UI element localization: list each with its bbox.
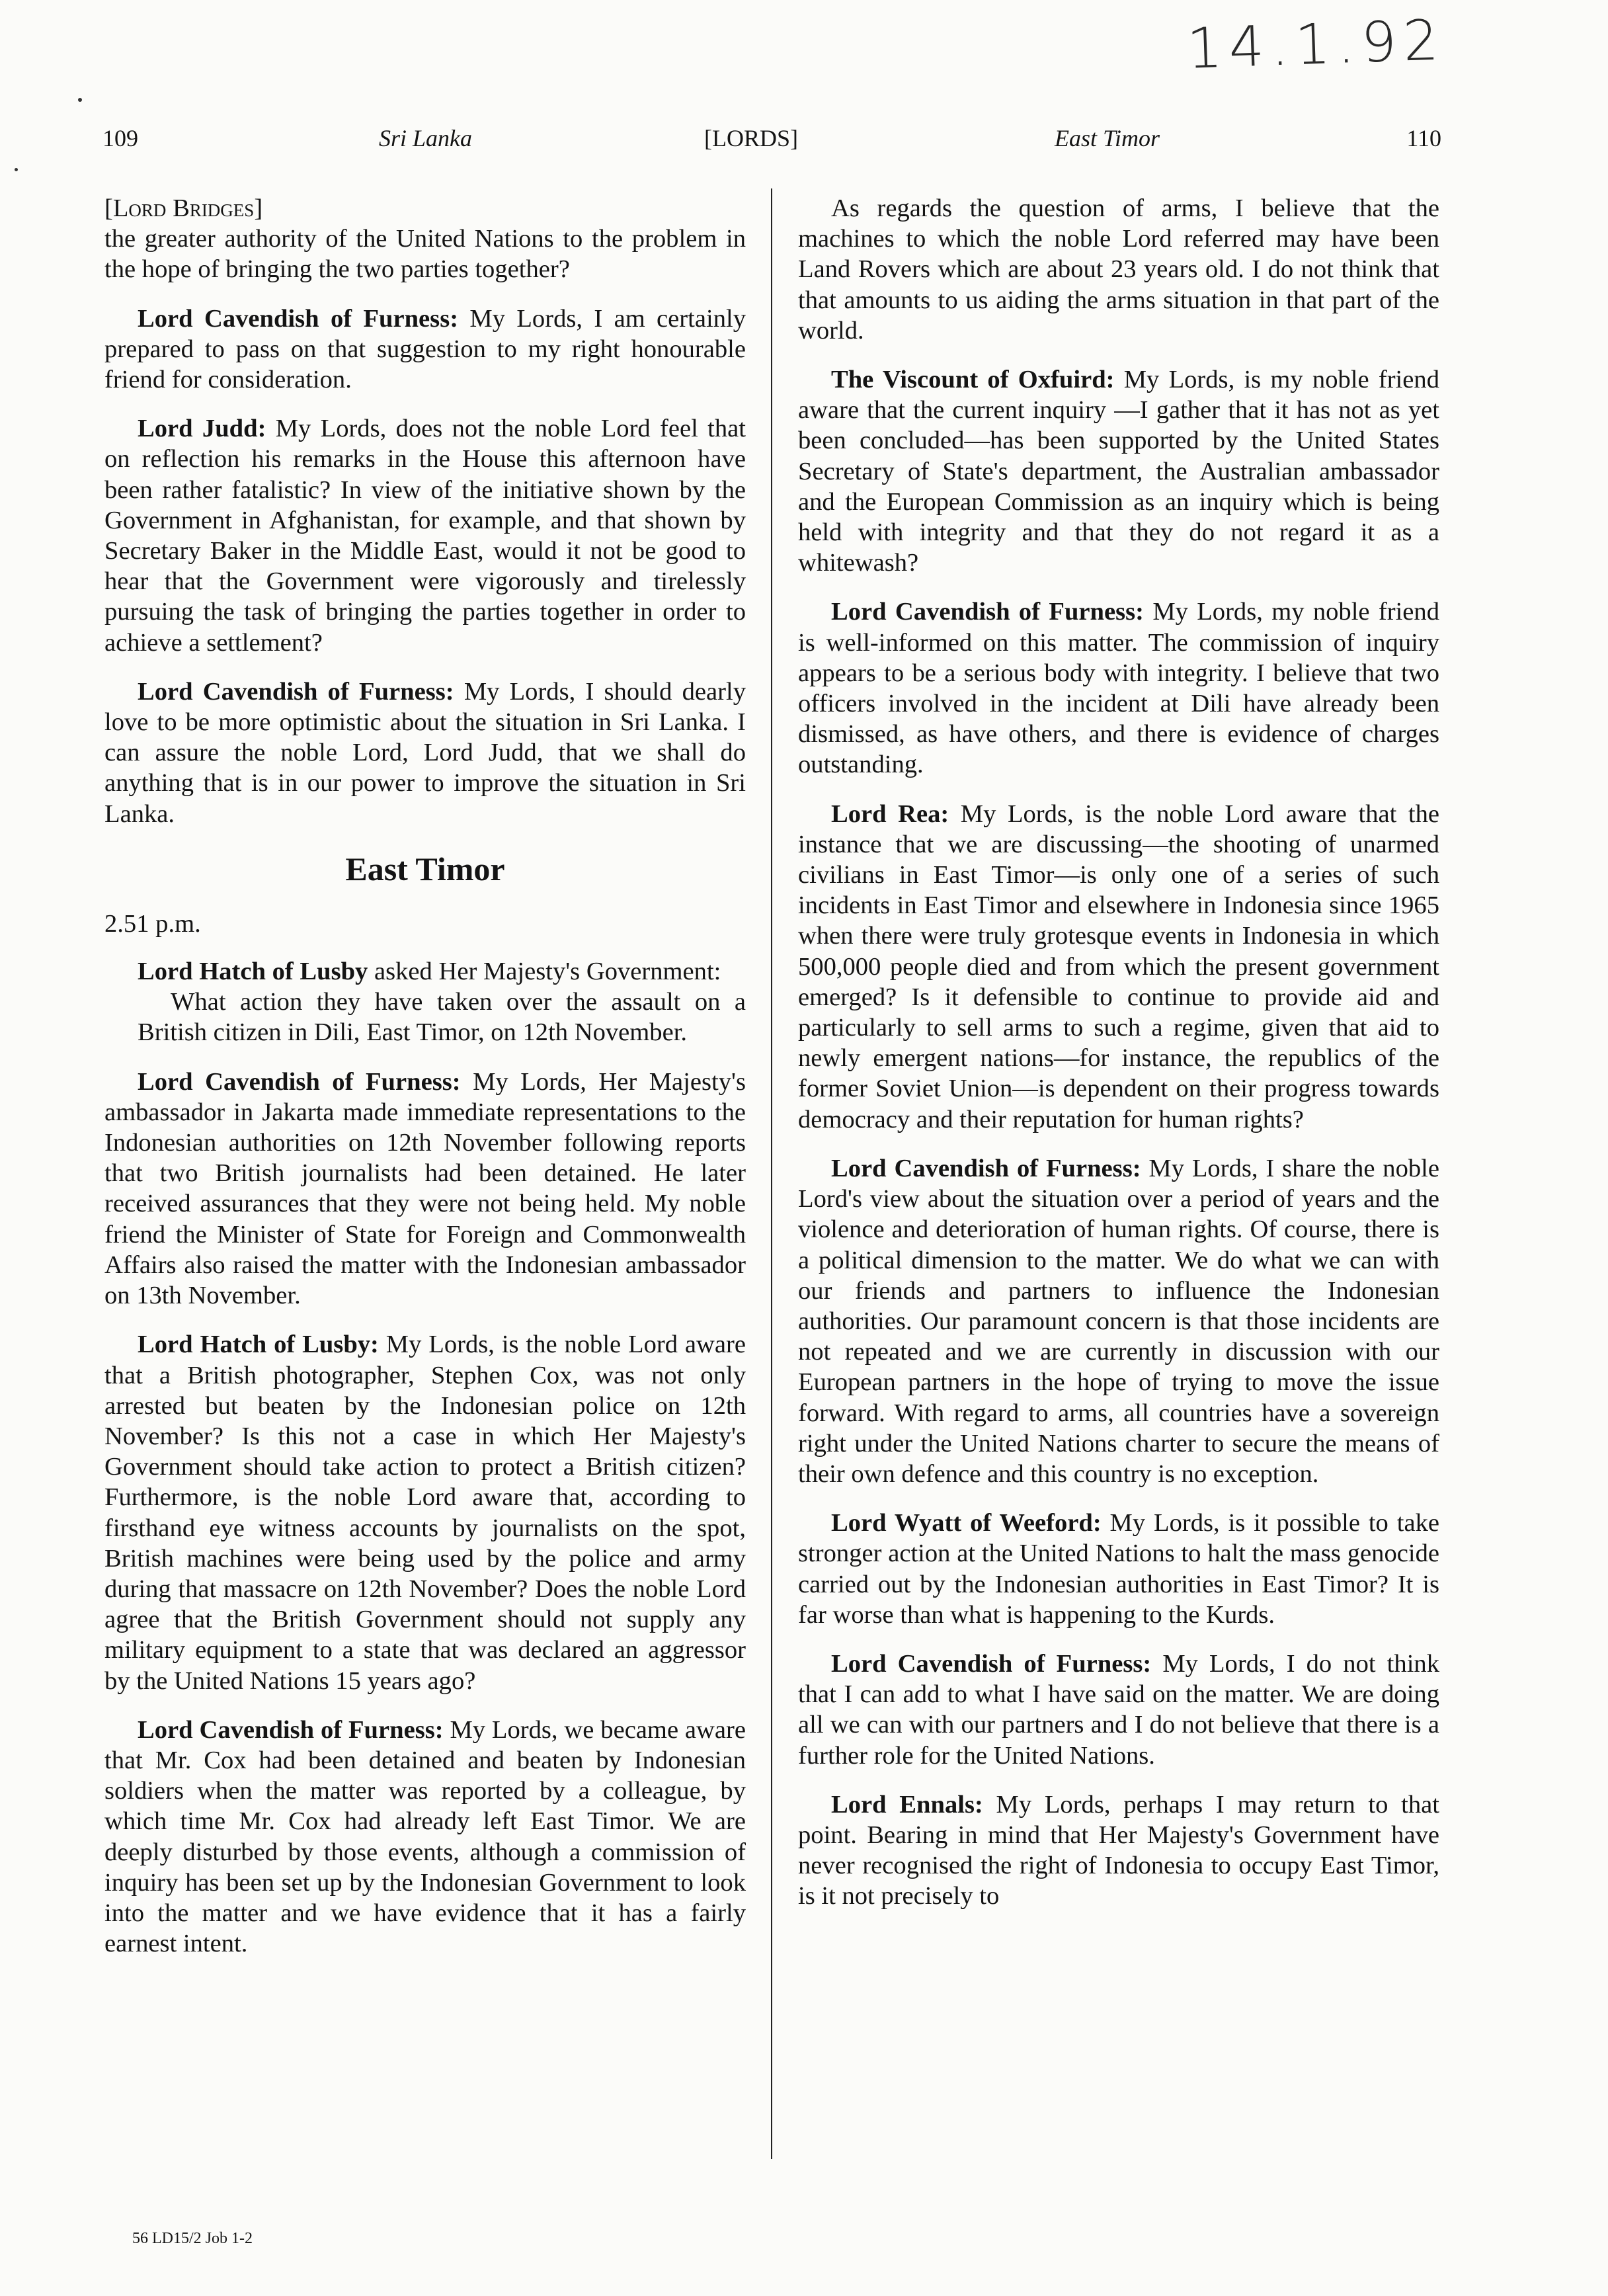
paragraph: As regards the question of arms, I believe that the machines to which the noble Lord referred may have been Land Rovers which are about 23 years old. I do not think that that amounts to us aiding the arms situation in that part of the world.: [798, 194, 1439, 345]
speaker-name: The Viscount of Oxfuird:: [831, 366, 1115, 394]
paragraph-text: My Lords, is the noble Lord aware that a British photographer, Stephen Cox, was not only arrested but beaten by the Indonesian police on 12th November? Is this not a case in which Her Majesty's Government should take action to protect a British citizen? Furthermore, is the noble Lord aware that, according to firsthand eye witness accounts by journalists on the spot, British machines were being used by the police and army during that massacre on 12th November? Does the noble Lord agree that the British Government should not supply any military equipment to a state that was declared an aggressor by the United Nations 15 years ago?: [104, 1331, 746, 1695]
question-text: [104, 987, 746, 1047]
paragraph-text: asked Her Majesty's Government:: [368, 958, 721, 986]
paragraph: [104, 1067, 746, 1311]
speaker-name: Lord Cavendish of Furness:: [831, 1649, 1152, 1678]
paragraph: [798, 1508, 1439, 1630]
paragraph-text: My Lords, does not the noble Lord feel that on reflection his remarks in the House this afternoon have been rather fatalistic? In view of the initiative shown by the Government in Afghanistan, for example, and that shown by Secretary Baker in the Middle East, would it not be good to hear that the Government were vigorously and tirelessly pursuing the task of bringing the parties together in order to achieve a settlement?: [104, 415, 746, 657]
paragraph: [798, 596, 1439, 780]
scan-speck: [78, 98, 82, 102]
paragraph-text: My Lords, perhaps I may return to that point. Bearing in mind that Her Majesty's Government have never recognised the right of Indonesia to occupy East Timor, is it not precisely to: [798, 1790, 1439, 1910]
page-header: [102, 124, 1441, 164]
paragraph: [104, 676, 746, 829]
house-label: [LORDS]: [704, 125, 798, 151]
speaker-name: Lord Hatch of Lusby:: [138, 1331, 379, 1359]
right-running-title: East Timor: [1055, 125, 1160, 151]
paragraph: [798, 1789, 1439, 1912]
speaker-name: Lord Cavendish of Furness:: [138, 1715, 444, 1744]
scan-speck: [15, 168, 18, 171]
paragraph-text: My Lords, my noble friend is well-informed on this matter. The commission of inquiry appears to be a serious body with integrity. I believe that two officers involved in the incident at Dili have already been dismissed, as have others, and there is evidence of charges outstanding.: [798, 598, 1439, 779]
right-page-number: 110: [1406, 125, 1441, 151]
paragraph: [104, 304, 746, 395]
speaker-name: Lord Cavendish of Furness:: [831, 1154, 1141, 1182]
paragraph: [798, 799, 1439, 1135]
column-divider: [771, 188, 772, 2159]
paragraph: [104, 956, 746, 987]
speaker-name: Lord Judd:: [138, 415, 266, 443]
continued-speaker-name: Lord Bridges: [112, 194, 255, 222]
paragraph-text: My Lords, is the noble Lord aware that the instance that we are discussing—the shooting of unarmed civilians in East Timor—is only one of a series of such incidents in East Timor and elsewhere in Indonesia since 1965 when there were truly grotesque events in Indonesia in which 500,000 people died and from which the present government emerged? Is it defensible to continue to provide aid and particularly to sell arms to such a regime, given that aid to newly emergent nations—for instance, the republics of the former Soviet Union—is dependent on their progress towards democracy and their reputation for human rights?: [798, 800, 1439, 1133]
paragraph: [798, 1153, 1439, 1489]
paragraph-text: My Lords, we became aware that Mr. Cox had been detained and beaten by Indonesian soldiers when the matter was reported by a colleague, by which time Mr. Cox had already left East Timor. We are deeply disturbed by those events, although a commission of inquiry has been set up by the Indonesian Government to look into the matter and we have evidence that it has a fairly earnest intent.: [104, 1715, 746, 1958]
speaker-name: Lord Cavendish of Furness:: [138, 677, 454, 706]
paragraph: the greater authority of the United Nations to the problem in the hope of bringing the two parties together?: [104, 225, 746, 284]
speaker-name: Lord Cavendish of Furness:: [138, 304, 459, 333]
speaker-name: Lord Rea:: [831, 800, 949, 828]
left-column: [104, 193, 746, 1977]
paragraph: [104, 1715, 746, 1959]
right-column: [798, 193, 1439, 1930]
paragraph-text: My Lords, is it possible to take stronger action at the United Nations to halt the mass genocide carried out by the Indonesian authorities in East Timor? It is far worse than what is happening to the Kurds.: [798, 1509, 1439, 1629]
paragraph-text: My Lords, is my noble friend aware that the current inquiry —I gather that it has not as yet been concluded—has been supported by the United States Secretary of State's department, the Australian ambassador and the European Commission as an inquiry which is being held with integrity and that they do not regard it as a whitewash?: [798, 366, 1439, 577]
continued-speaker: [Lord Bridges]: [104, 194, 263, 222]
print-job-footer: 56 LD15/2 Job 1-2: [132, 2230, 253, 2247]
paragraph: [104, 413, 746, 658]
speaker-name: Lord Cavendish of Furness:: [831, 598, 1144, 626]
question-body: What action they have taken over the assault on a British citizen in Dili, East Timor, on 12th November.: [138, 988, 746, 1047]
paragraph-text: My Lords, I share the noble Lord's view about the situation over a period of years and the violence and deterioration of human rights. Of course, there is a political dimension to the matter. We do what we can with our friends and partners to influence the Indonesian authorities. Our paramount concern is that those incidents are not repeated and we are currently in discussion with our European partners in the hope of trying to move the issue forward. With regard to arms, all countries have a sovereign right under the United Nations charter to secure the means of their own defence and this country is no exception.: [798, 1154, 1440, 1488]
handwritten-date: 14.1.92: [1186, 7, 1447, 81]
paragraph-text: My Lords, I should dearly love to be more optimistic about the situation in Sri Lanka. I can assure the noble Lord, Lord Judd, that we shall do anything that is in our power to improve the situation in Sri Lanka.: [104, 677, 746, 828]
speaker-name: Lord Cavendish of Furness:: [138, 1067, 461, 1096]
speaker-name: Lord Hatch of Lusby: [138, 958, 368, 986]
paragraph: [104, 1329, 746, 1696]
left-running-title: Sri Lanka: [379, 125, 473, 151]
paragraph-text: My Lords, I am certainly prepared to pass on that suggestion to my right honourable friend for consideration.: [104, 304, 746, 394]
section-title: East Timor: [345, 850, 505, 887]
paragraph: [798, 364, 1439, 578]
left-page-number: 109: [102, 125, 138, 151]
paragraph-text: My Lords, Her Majesty's ambassador in Jakarta made immediate representations to the Indonesian authorities on 12th November following reports that two British journalists had been detained. He later received assurances that they were not being held. My noble friend the Minister of State for Foreign and Commonwealth Affairs also raised the matter with the Indonesian ambassador on 13th November.: [104, 1067, 746, 1310]
time-stamp: 2.51 p.m.: [104, 909, 201, 938]
paragraph: [798, 1649, 1439, 1771]
speaker-name: Lord Ennals:: [831, 1790, 983, 1819]
paragraph-text: My Lords, I do not think that I can add to what I have said on the matter. We are doing all we can with our partners and I do not believe that there is a further role for the United Nations.: [798, 1649, 1439, 1770]
speaker-name: Lord Wyatt of Weeford:: [831, 1509, 1102, 1538]
